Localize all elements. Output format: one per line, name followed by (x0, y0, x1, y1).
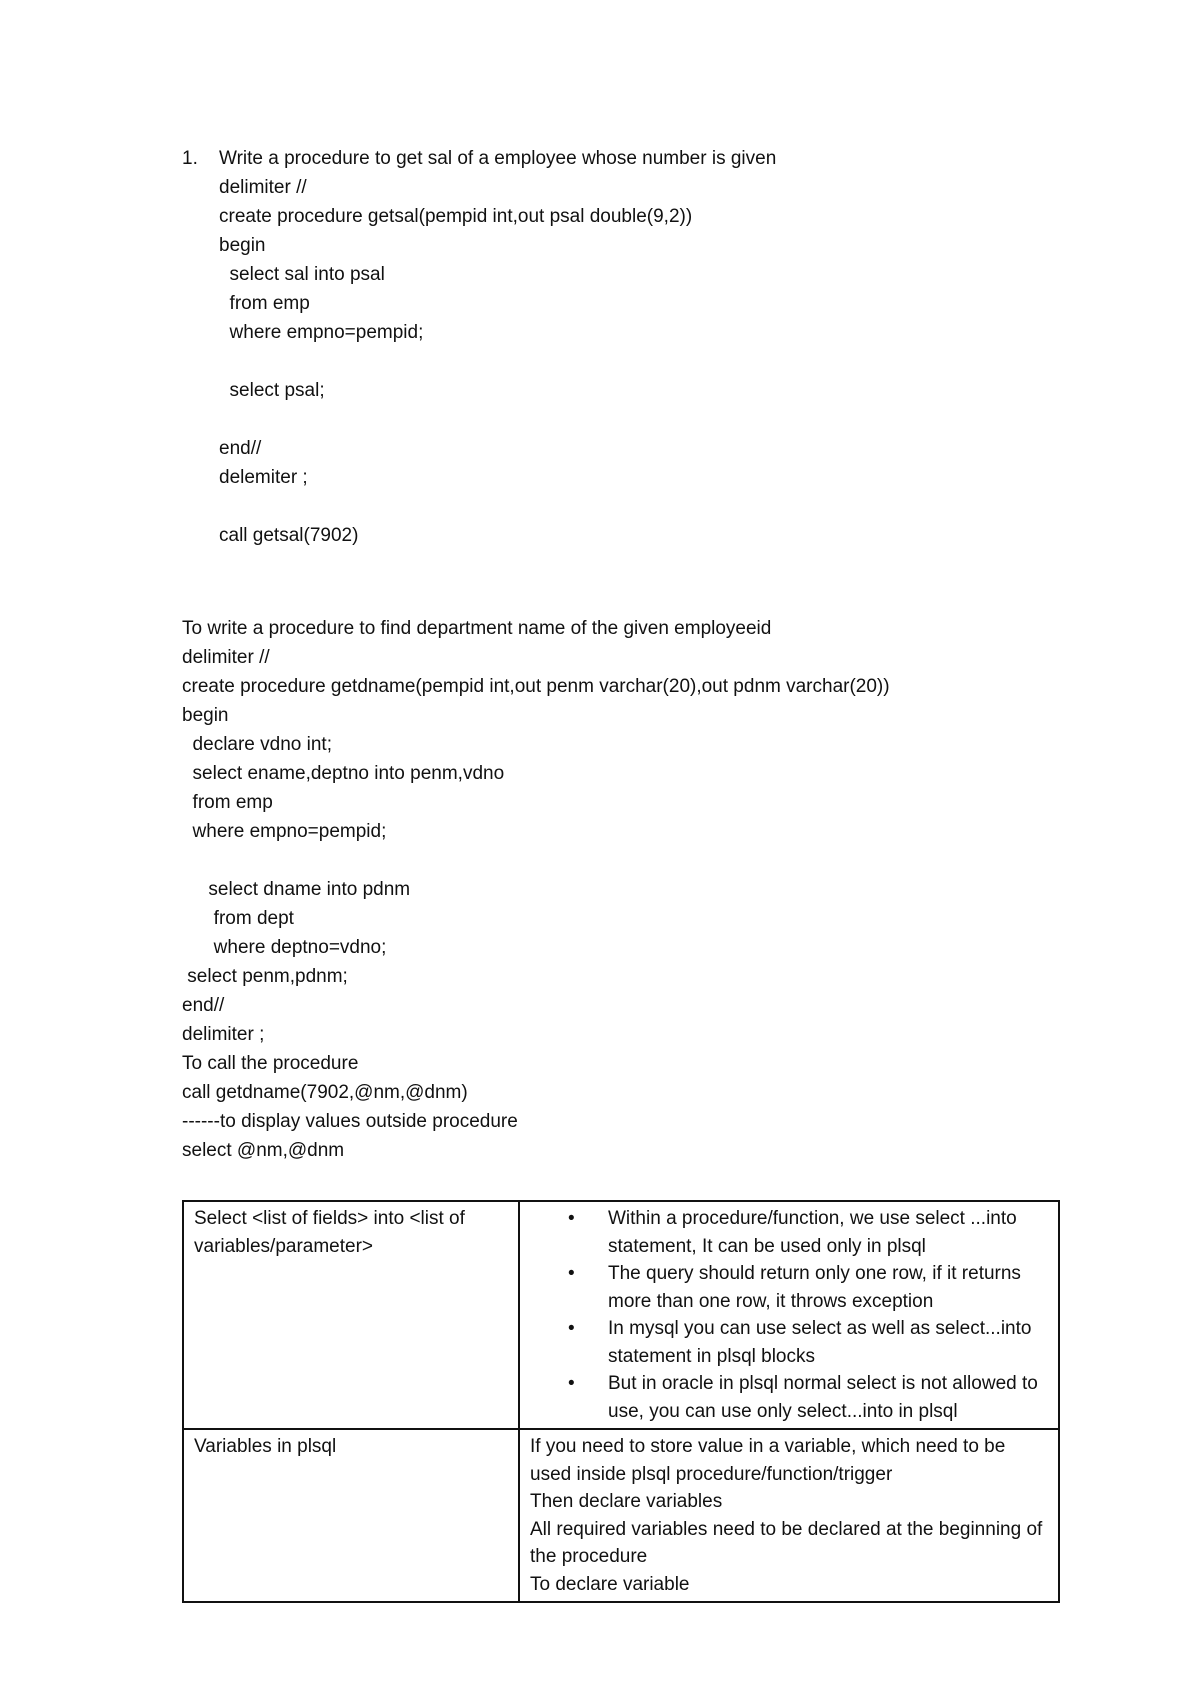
table-cell-term: Variables in plsql (183, 1429, 519, 1602)
code-line: delimiter ; (182, 1024, 265, 1045)
list-item-text: In mysql you can use select as well as select...into statement in plsql blocks (608, 1318, 1032, 1367)
section1-heading: Write a procedure to get sal of a employee whose number is given (219, 148, 777, 169)
code-line: where deptno=vdno; (182, 937, 387, 958)
code-line: call getsal(7902) (219, 525, 359, 546)
section2-heading: To write a procedure to find department name of the given employeeid (182, 618, 772, 639)
code-line: where empno=pempid; (219, 322, 424, 343)
table-cell-term: Select <list of fields> into <list of variables/parameter> (183, 1201, 519, 1429)
paragraph-line: To declare variable (530, 1573, 690, 1595)
code-line: begin (182, 705, 229, 726)
notes-table (182, 1200, 1060, 1603)
code-line: create procedure getsal(pempid int,out psal double(9,2)) (219, 206, 693, 227)
table-cell-description (519, 1429, 1059, 1602)
code-line: declare vdno int; (182, 734, 332, 755)
list-item (568, 1205, 1048, 1260)
list-item-text: Within a procedure/function, we use select ...into statement, It can be used only in plsql (608, 1208, 1017, 1257)
code-line: from emp (182, 792, 273, 813)
code-line: delemiter ; (219, 467, 308, 488)
code-line: end// (182, 995, 225, 1016)
code-line: where empno=pempid; (182, 821, 387, 842)
table-row (183, 1201, 1059, 1429)
code-line: begin (219, 235, 266, 256)
bullet-icon: • (568, 1373, 575, 1394)
code-line: select sal into psal (219, 264, 385, 285)
paragraph-line: If you need to store value in a variable, which need to be used inside plsql procedure/function/trigger (530, 1436, 1006, 1485)
code-line: select ename,deptno into penm,vdno (182, 763, 505, 784)
list-item (568, 1315, 1048, 1370)
table-cell-description (519, 1201, 1059, 1429)
list-item (568, 1370, 1048, 1425)
list-number: 1. (182, 148, 198, 169)
code-line: delimiter // (182, 647, 270, 668)
bullet-icon: • (568, 1208, 575, 1229)
paragraph-line: All required variables need to be declared at the beginning of the procedure (530, 1518, 1043, 1567)
code-line: call getdname(7902,@nm,@dnm) (182, 1082, 468, 1103)
code-line: select penm,pdnm; (182, 966, 348, 987)
paragraph-line: Then declare variables (530, 1491, 723, 1512)
code-line: To call the procedure (182, 1053, 359, 1074)
code-line: end// (219, 438, 262, 459)
list-item-text: But in oracle in plsql normal select is not allowed to use, you can use only select...into in plsql (608, 1373, 1038, 1422)
list-item (568, 1260, 1048, 1315)
code-line: from emp (219, 293, 310, 314)
code-line: select @nm,@dnm (182, 1140, 345, 1161)
code-line: select dname into pdnm (182, 879, 411, 900)
code-line: select psal; (219, 380, 325, 401)
bullet-list (530, 1205, 1048, 1425)
list-item-text: The query should return only one row, if it returns more than one row, it throws exception (608, 1263, 1021, 1312)
code-line: delimiter // (219, 177, 307, 198)
bullet-icon: • (568, 1263, 575, 1284)
table-row (183, 1429, 1059, 1602)
code-line: ------to display values outside procedure (182, 1111, 518, 1132)
bullet-icon: • (568, 1318, 575, 1339)
code-line: create procedure getdname(pempid int,out penm varchar(20),out pdnm varchar(20)) (182, 676, 890, 697)
code-line: from dept (182, 908, 294, 929)
